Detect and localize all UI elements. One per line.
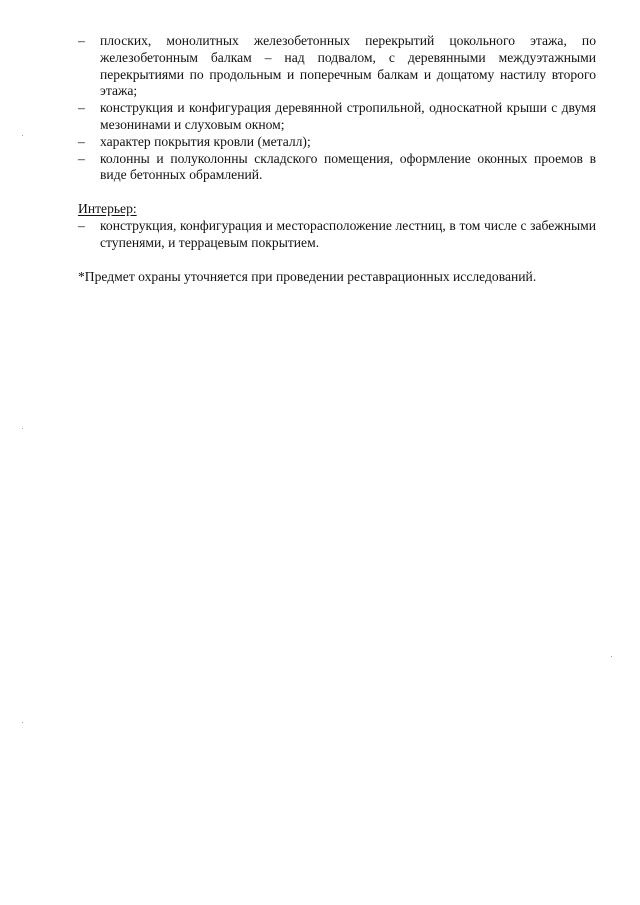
list-item-text: колонны и полуколонны складского помещения, оформление оконных проемов в виде бетонных обрамлений. <box>100 150 596 183</box>
document-body <box>78 33 596 285</box>
footnote: *Предмет охраны уточняется при проведении реставрационных исследований. <box>78 268 537 284</box>
list-item-text: конструкция и конфигурация деревянной стропильной, односкатной крыши с двумя мезонинами и слуховым окном; <box>100 100 596 132</box>
list-item-text: характер покрытия кровли (металл); <box>100 133 311 149</box>
list-item <box>78 151 596 185</box>
dash-bullet: – <box>78 100 85 116</box>
list-item <box>78 218 596 252</box>
interior-heading: Интерьер: <box>78 201 137 217</box>
scan-speck <box>22 722 23 723</box>
list-item <box>78 134 596 151</box>
dash-bullet: – <box>78 150 85 166</box>
list-item-text: плоских, монолитных железобетонных перекрытий цокольного этажа, по железобетонным балкам – над подвалом, с деревянными междуэтажными перекрытиями по продольным и поперечным балкам и дощатому настилу второго этажа; <box>100 33 596 99</box>
scan-speck <box>22 135 23 136</box>
list-item <box>78 33 596 100</box>
interior-list <box>78 218 596 252</box>
dash-bullet: – <box>78 133 85 149</box>
dash-bullet: – <box>78 217 85 233</box>
scan-speck <box>22 428 23 429</box>
list-item-text: конструкция, конфигурация и месторасположение лестниц, в том числе с забежными ступенями, и террацевым покрытием. <box>100 217 596 250</box>
list-item <box>78 100 596 134</box>
exterior-list <box>78 33 596 184</box>
scan-speck <box>611 656 612 657</box>
dash-bullet: – <box>78 33 85 48</box>
